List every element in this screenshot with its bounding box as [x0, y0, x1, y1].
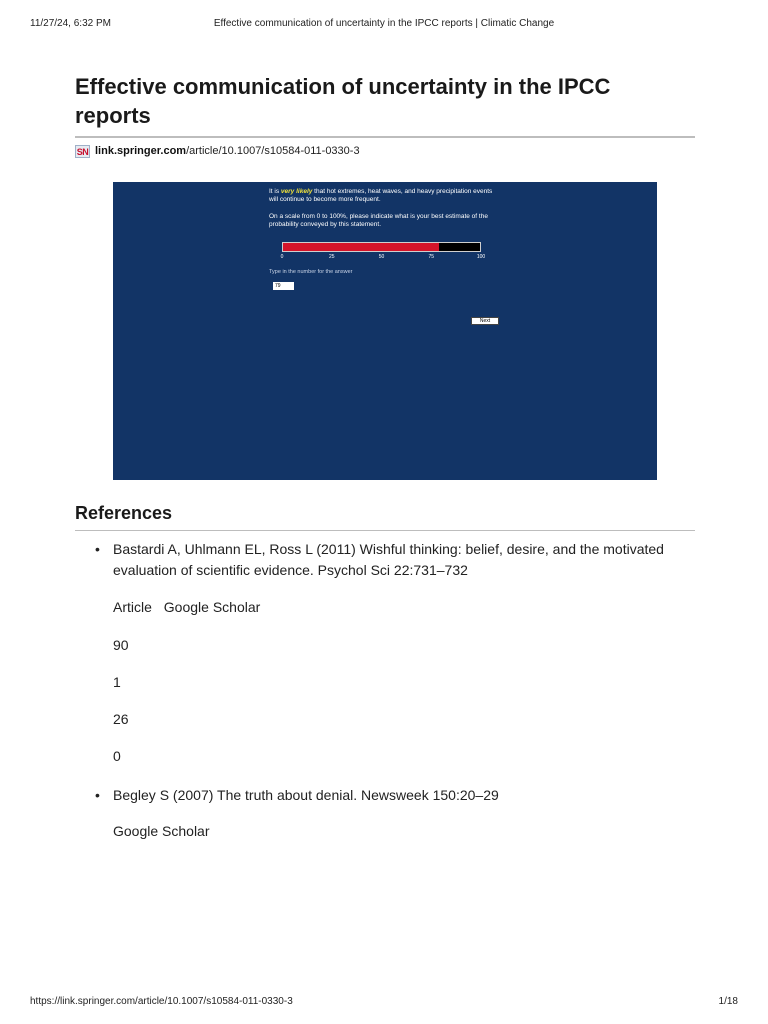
print-page-title: Effective communication of uncertainty in the IPCC reports | Climatic Change: [213, 18, 555, 29]
slider-tick: 0: [280, 254, 284, 260]
figure-emphasis: very likely: [280, 188, 313, 195]
survey-figure: [113, 182, 657, 480]
print-datetime: 11/27/24, 6:32 PM: [30, 18, 111, 29]
slider-tick: 100: [476, 254, 486, 260]
google-scholar-link[interactable]: Google Scholar: [113, 823, 210, 839]
reference-metric: 0: [113, 748, 121, 764]
slider-tick: 25: [328, 254, 335, 260]
reference-metric: 26: [113, 711, 129, 727]
reference-links: [113, 823, 218, 839]
source-path[interactable]: /article/10.1007/s10584-011-0330-3: [186, 145, 360, 157]
title-divider: [75, 136, 695, 138]
article-title: Effective communication of uncertainty in the IPCC reports: [75, 74, 611, 128]
print-url: https://link.springer.com/article/10.1007/s10584-011-0330-3: [30, 996, 293, 1007]
slider-tick: 50: [378, 254, 385, 260]
slider-ticks: [280, 254, 486, 262]
print-footer: [30, 996, 738, 1010]
figure-question: On a scale from 0 to 100%, please indicate what is your best estimate of the probability conveyed by this statement.: [269, 213, 488, 228]
figure-answer-field: 79: [273, 282, 294, 290]
print-page-number: 1/18: [718, 996, 738, 1007]
reference-item: • Begley S (2007) The truth about denial. Newsweek 150:20–29: [113, 785, 673, 806]
figure-input-prompt: Type in the number for the answer: [269, 269, 353, 275]
article-link[interactable]: Article: [113, 599, 152, 615]
probability-slider-fill: [283, 243, 439, 251]
probability-slider: [282, 242, 481, 252]
references-divider: [75, 530, 695, 531]
figure-next-button: Next: [471, 317, 499, 325]
reference-metric: 90: [113, 637, 129, 653]
reference-item: • Bastardi A, Uhlmann EL, Ross L (2011) Wishful thinking: belief, desire, and the motivated evaluation of scientific evidence. Psychol Sci 22:731–732: [113, 539, 673, 581]
slider-tick: 75: [428, 254, 435, 260]
reference-links: [113, 599, 268, 615]
references-heading: References: [75, 503, 173, 523]
source-line[interactable]: [75, 142, 360, 160]
reference-metric: 1: [113, 674, 121, 690]
source-domain[interactable]: link.springer.com: [95, 145, 187, 157]
figure-statement: It is very likely that hot extremes, heat waves, and heavy precipitation events will continue to become more frequent.: [269, 188, 493, 203]
springer-nature-logo-icon: SN: [76, 146, 89, 157]
print-header: [30, 18, 738, 32]
google-scholar-link[interactable]: Google Scholar: [163, 599, 261, 615]
